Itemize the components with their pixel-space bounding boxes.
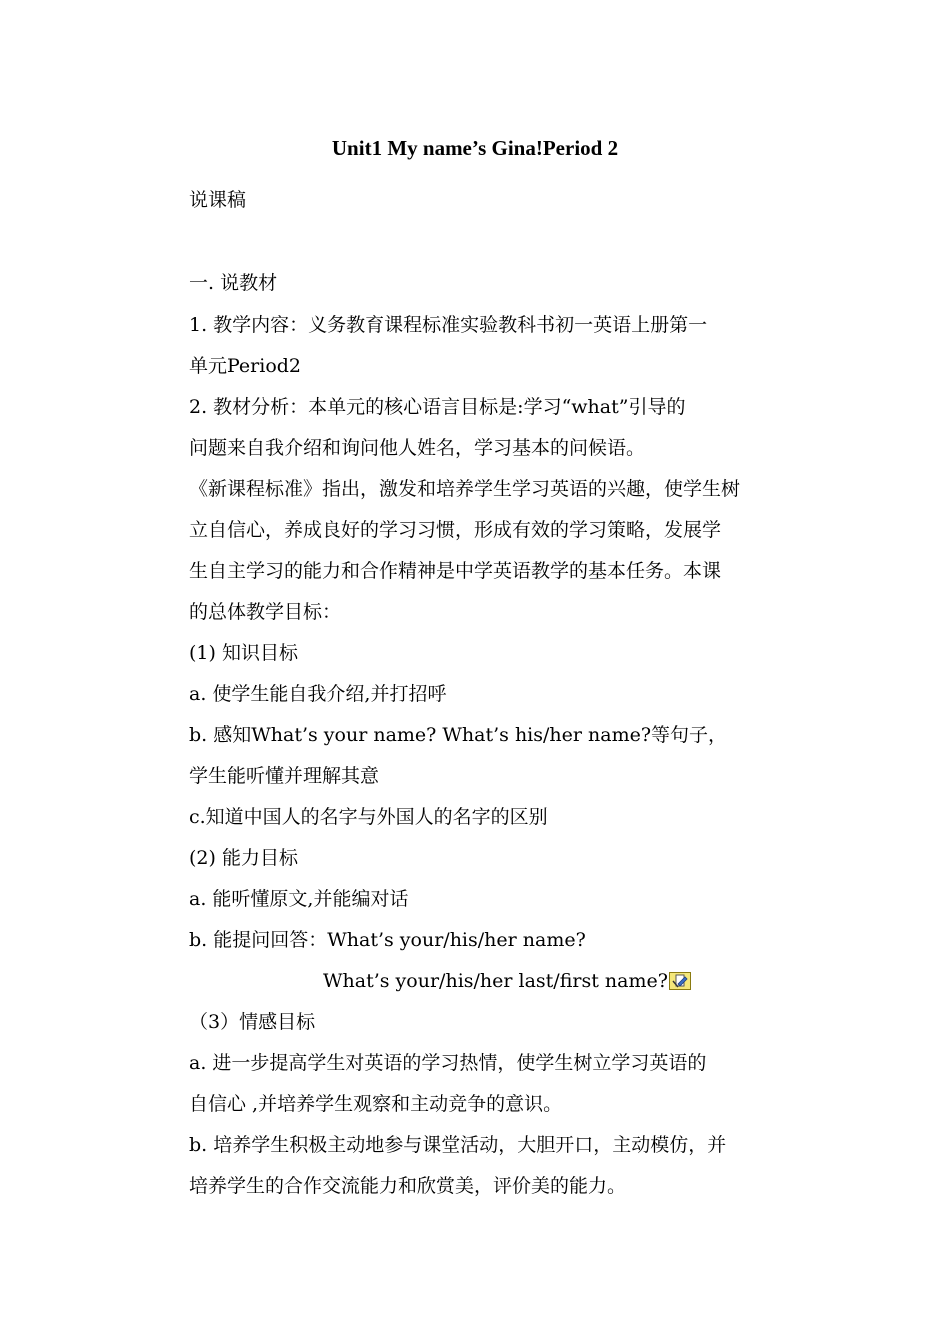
list-item: b. 培养学生积极主动地参与课堂活动，大胆开口，主动模仿，并 [189, 1134, 727, 1156]
list-item: b. 能提问回答：What’s your/his/her name? [189, 929, 586, 951]
document-title: Unit1 My name’s Gina!Period 2 [331, 136, 619, 160]
list-item: c.知道中国人的名字与外国人的名字的区别 [189, 806, 548, 828]
list-item-continuation [323, 966, 950, 996]
list-item: b. 感知What’s your name? What’s his/her name?等句子， [189, 724, 728, 746]
document-subtitle: 说课稿 [189, 189, 247, 211]
subheading-ability-goals: (2) 能力目标 [189, 847, 298, 869]
paragraph-line: 自信心 ,并培养学生观察和主动竞争的意识。 [189, 1093, 563, 1115]
paragraph-line: 《新课程标准》指出，激发和培养学生学习英语的兴趣，使学生树 [189, 478, 741, 500]
subheading-knowledge-goals: (1) 知识目标 [189, 642, 298, 664]
paragraph-line: 生自主学习的能力和合作精神是中学英语教学的基本任务。本课 [189, 560, 722, 582]
list-item: a. 进一步提高学生对英语的学习热情，使学生树立学习英语的 [189, 1052, 707, 1074]
subheading-emotional-goals: （3）情感目标 [189, 1011, 316, 1033]
paragraph-line: 立自信心，养成良好的学习习惯，形成有效的学习策略，发展学 [189, 519, 722, 541]
section-heading-textbook: 一. 说教材 [189, 272, 278, 294]
embedded-object-icon [669, 972, 691, 990]
paragraph-line: 问题来自我介绍和询问他人姓名，学习基本的问候语。 [189, 437, 646, 459]
list-item: a. 能听懂原文,并能编对话 [189, 888, 409, 910]
paragraph-line: 学生能听懂并理解其意 [189, 765, 380, 787]
question-text: What’s your/his/her last/first name? [323, 970, 668, 992]
paragraph-line: 培养学生的合作交流能力和欣赏美，评价美的能力。 [189, 1175, 627, 1197]
paragraph-line: 1. 教学内容：义务教育课程标准实验教科书初一英语上册第一 [189, 314, 708, 336]
paragraph-line: 单元Period2 [189, 355, 302, 377]
paragraph-line: 2. 教材分析：本单元的核心语言目标是:学习“what”引导的 [189, 396, 686, 418]
paragraph-line: 的总体教学目标： [189, 601, 342, 623]
list-item: a. 使学生能自我介绍,并打招呼 [189, 683, 447, 705]
